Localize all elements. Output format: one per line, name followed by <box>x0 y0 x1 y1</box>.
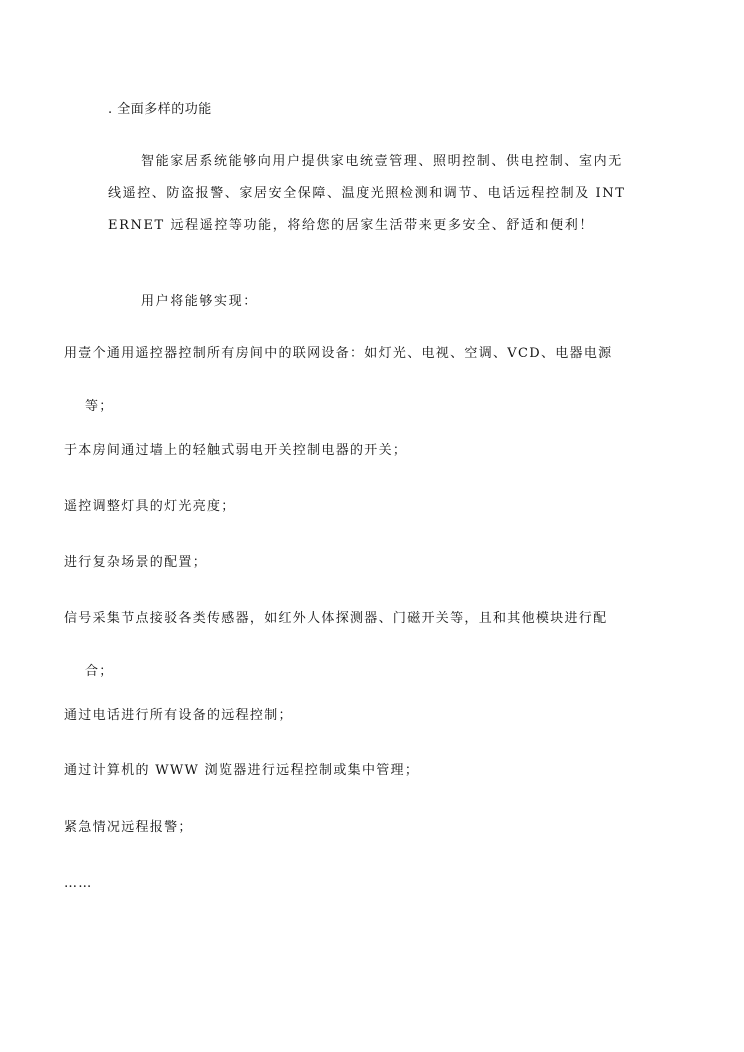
intro-paragraph: 智能家居系统能够向用户提供家电统壹管理、照明控制、供电控制、室内无线遥控、防盗报警、家居安全保障、温度光照检测和调节、电话远程控制及 INTERNET 远程遥控等功能，将给您的居家生活带来更多安全、舒适和便利！ <box>108 154 626 233</box>
list-item-text: …… <box>64 876 93 891</box>
list-item-text: 信号采集节点接驳各类传感器，如红外人体探测器、门磁开关等，且和其他模块进行配 <box>64 611 608 626</box>
list-item <box>63 593 635 698</box>
list-item-text: 紧急情况远程报警； <box>64 820 193 835</box>
list-item-text: 通过计算机的 WWW 浏览器进行远程控制或集中管理； <box>64 763 420 778</box>
list-item <box>63 328 635 433</box>
list-item <box>63 481 635 534</box>
list-item-text: 于本房间通过墙上的轻触式弱电开关控制电器的开关； <box>64 443 408 458</box>
list-item-text: 遥控调整灯具的灯光亮度； <box>64 499 236 514</box>
list-item-continuation: 等； <box>85 399 114 414</box>
list-item <box>63 745 635 798</box>
list-item-continuation: 合； <box>85 664 114 679</box>
list-item <box>63 425 635 478</box>
list-item-text: 进行复杂场景的配置； <box>64 555 208 570</box>
lead-paragraph: 用户将能够实现： <box>141 294 258 309</box>
section-heading: . 全面多样的功能 <box>108 102 212 117</box>
list-item-text: 通过电话进行所有设备的远程控制； <box>64 708 293 723</box>
list-item <box>63 858 635 911</box>
list-item-text: 用壹个通用遥控器控制所有房间中的联网设备：如灯光、电视、空调、VCD、电器电源 <box>64 346 613 361</box>
list-item <box>63 690 635 743</box>
list-item <box>63 537 635 590</box>
list-item <box>63 802 635 855</box>
